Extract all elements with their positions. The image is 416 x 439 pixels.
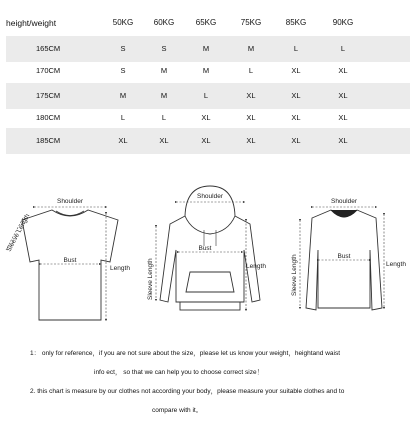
size-cell: M	[202, 66, 210, 75]
note-line-3: 2. this chart is measure by our clothes not according your body，please measure your suitable clothes and to	[30, 388, 345, 395]
garment-illustrations	[0, 180, 416, 340]
size-cell: XL	[338, 113, 348, 122]
size-cell: XL	[246, 113, 256, 122]
size-cell: M	[160, 91, 168, 100]
height-cell: 175CM	[36, 91, 61, 100]
hoodie-sleeve-label: Sleeve Length	[147, 258, 154, 300]
size-cell: XL	[291, 136, 301, 145]
size-cell: XL	[246, 136, 256, 145]
height-cell: 185CM	[36, 136, 61, 145]
size-cell: XL	[291, 91, 301, 100]
sweater-collar	[331, 210, 357, 217]
tshirt-length-label: Length	[110, 265, 130, 272]
weight-header: 75KG	[240, 18, 262, 27]
tshirt-bust-label: Bust	[63, 257, 77, 264]
size-cell: XL	[291, 113, 301, 122]
size-cell: L	[161, 113, 167, 122]
size-cell: M	[202, 44, 210, 53]
size-cell: XL	[338, 66, 348, 75]
size-cell: XL	[246, 91, 256, 100]
measurement-diagrams	[0, 180, 416, 340]
size-cell: XL	[338, 136, 348, 145]
note-line-4: compare with it。	[152, 407, 203, 414]
note-line-1: 1： only for reference，if you are not sure about the size，please let us know your weight，heightand waist	[30, 350, 341, 357]
table-row	[6, 128, 410, 154]
size-cell: L	[293, 44, 299, 53]
weight-header: 60KG	[153, 18, 175, 27]
hoodie-bust-label: Bust	[198, 245, 212, 252]
height-cell: 180CM	[36, 113, 61, 122]
table-row	[6, 58, 410, 84]
size-cell: M	[119, 91, 127, 100]
size-cell: S	[120, 44, 126, 53]
tshirt-outline	[22, 210, 118, 320]
hoodie-hem	[180, 302, 240, 310]
size-cell: M	[247, 44, 255, 53]
size-cell: L	[120, 113, 126, 122]
size-cell: XL	[291, 66, 301, 75]
height-cell: 165CM	[36, 44, 61, 53]
size-cell: M	[160, 66, 168, 75]
size-cell: L	[340, 44, 346, 53]
size-chart-table	[0, 0, 416, 162]
tshirt-shoulder-label: Shoulder	[56, 198, 84, 205]
sweater-bust-label: Bust	[337, 253, 351, 260]
hoodie-pocket	[186, 272, 234, 292]
sweater-length-label: Length	[386, 261, 406, 268]
size-cell: S	[120, 66, 126, 75]
hoodie-shoulder-label: Shoulder	[196, 193, 224, 200]
size-cell: XL	[201, 136, 211, 145]
size-cell: XL	[338, 91, 348, 100]
table-header-row	[6, 10, 410, 36]
weight-header: 50KG	[112, 18, 134, 27]
weight-header: 85KG	[285, 18, 307, 27]
size-cell: L	[248, 66, 254, 75]
weight-header: 90KG	[332, 18, 354, 27]
hoodie-outline	[160, 216, 260, 302]
height-cell: 170CM	[36, 66, 61, 75]
size-cell: XL	[159, 136, 169, 145]
size-cell: L	[203, 91, 209, 100]
sweater-sleeve-label: Sleeve Length	[291, 254, 298, 296]
weight-header: 65KG	[195, 18, 217, 27]
size-cell: S	[161, 44, 167, 53]
tshirt-collar	[56, 211, 84, 216]
tshirt-sleeve-label: Sleeve Length	[5, 212, 32, 253]
size-cell: XL	[118, 136, 128, 145]
sweater-shoulder-label: Shoulder	[330, 198, 358, 205]
header-label: height/weight	[6, 18, 57, 28]
note-line-2: info ect， so that we can help you to choose correct size！	[94, 369, 264, 376]
hoodie-length-label: Length	[246, 263, 266, 270]
size-cell: XL	[201, 113, 211, 122]
